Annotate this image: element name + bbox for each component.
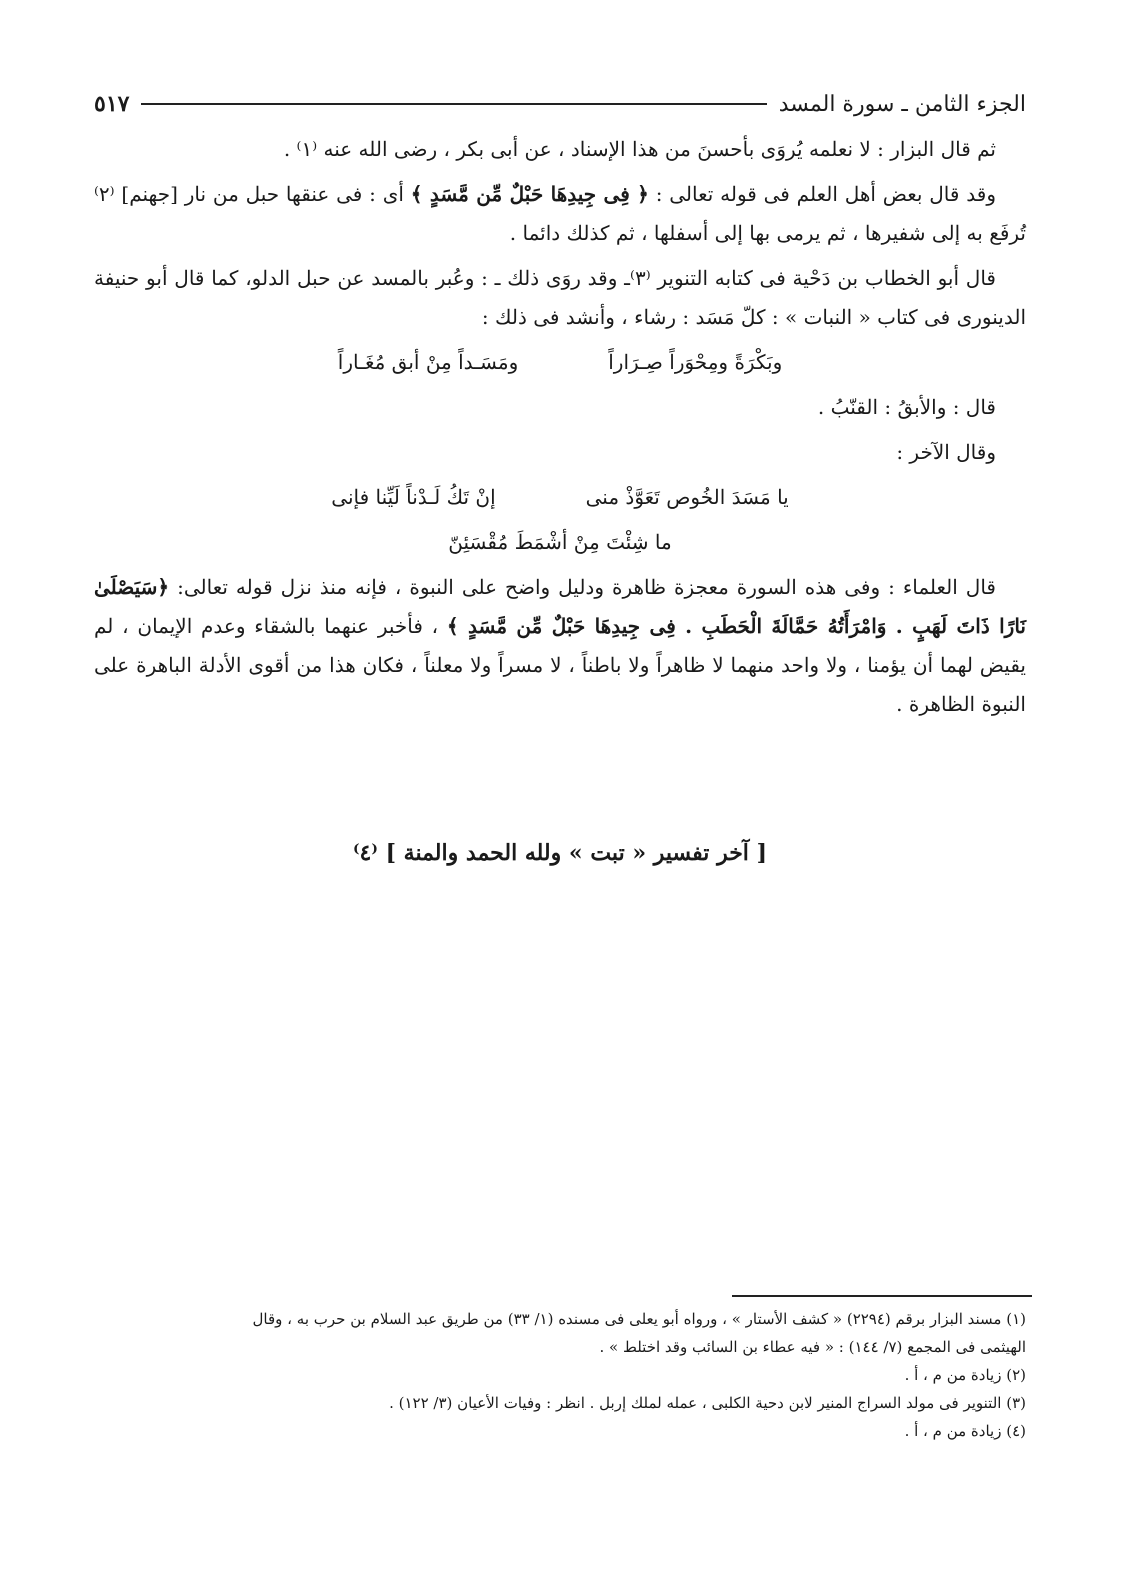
verse-2-first-hemistich: يا مَسَدَ الخُوص تَعَوَّذْ منى — [585, 485, 789, 509]
poetry-verse-3: ما شِئْتَ مِنْ أشْمَطَ مُقْسَئِنّ — [448, 530, 672, 554]
footnote-3: (٣) التنوير فى مولد السراج المنير لابن دحية الكلبى ، عمله لملك إربل . انظر : وفيات الأعيان (٣/ ١٢٢) . — [389, 1394, 1026, 1412]
paragraph-6 — [94, 568, 1026, 724]
footnotes — [94, 1305, 1026, 1445]
paragraph-5: وقال الآخر : — [896, 440, 996, 464]
footnote-1-line-2: الهيثمى فى المجمع (٧/ ١٤٤) : « فيه عطاء بن السائب وقد اختلط » . — [599, 1338, 1026, 1356]
paragraph-3: قال أبو الخطاب بن دَحْية فى كتابه التنوير ⁽٣⁾ـ وقد روَى ذلك ـ : وعُبر بالمسد عن حبل الدلو، كما قال أبو حنيفة الدينورى فى كتاب « النبات » : كلّ مَسَد : رشاء ، وأنشد فى ذلك : — [94, 266, 1026, 329]
paragraph-2-text-a: وقد قال بعض أهل العلم فى قوله تعالى : — [648, 182, 996, 206]
footnote-4: (٤) زيادة من م ، أ . — [904, 1422, 1026, 1440]
paragraph-4: قال : والأبقُ : القنّبُ . — [817, 395, 996, 419]
verse-1-first-hemistich: وبَكْرَةً ومِحْوَراً صِـرَاراً — [608, 350, 783, 374]
footnote-2: (٢) زيادة من م ، أ . — [904, 1366, 1026, 1384]
quran-verses: ﴿سَيَصْلَىٰ نَارًا ذَاتَ لَهَبٍ . وَامْرَأَتُهُ حَمَّالَةَ الْحَطَبِ . فِى جِيدِهَا حَبْلٌ مِّن مَّسَدٍ ﴾ — [94, 575, 1026, 638]
running-title: الجزء الثامن ـ سورة المسد — [778, 91, 1026, 117]
paragraph-2-text-b: أى : فى عنقها حبل من نار [جهنم] ⁽٢⁾ تُرفَع به إلى شفيرها ، ثم يرمى بها إلى أسفلها ، ثم كذلك دائما . — [94, 182, 1026, 245]
verse-2-second-hemistich: إنْ تَكُ لَـدْناً لَيِّنا فإنى — [331, 485, 496, 509]
page-number: ٥١٧ — [94, 91, 130, 117]
running-header — [94, 84, 1026, 124]
quran-verse: ﴿ فِى جِيدِهَا حَبْلٌ مِّن مَّسَدٍ ﴾ — [410, 182, 649, 206]
paragraph-2 — [94, 175, 1026, 253]
paragraph-6-text-b: ، فأخبر عنهما بالشقاء وعدم الإيمان ، لم يقيض لهما أن يؤمنا ، ولا واحد منهما لا ظاهراً ولا باطناً ، لا مسراً ولا معلناً ، فكان هذا من أقوى الأدلة الباهرة على النبوة الظاهرة . — [94, 614, 1026, 716]
poetry-verse-2 — [94, 478, 1026, 517]
paragraph-1: ثم قال البزار : لا نعلمه يُروَى بأحسنَ من هذا الإسناد ، عن أبى بكر ، رضى الله عنه ⁽١⁾ . — [283, 137, 996, 161]
poetry-verse-1 — [94, 343, 1026, 382]
footnote-1-line-1: (١) مسند البزار برقم (٢٢٩٤) « كشف الأستار » ، ورواه أبو يعلى فى مسنده (١/ ٣٣) من طريق عبد السلام بن حرب به ، وقال — [252, 1310, 1026, 1328]
footnote-rule — [732, 1295, 1032, 1297]
paragraph-6-text-a: قال العلماء : وفى هذه السورة معجزة ظاهرة ودليل واضح على النبوة ، فإنه منذ نزل قوله تعالى: — [169, 575, 996, 599]
verse-1-second-hemistich: ومَسَـداً مِنْ أبق مُغَـاراً — [337, 350, 519, 374]
closing-line: [ آخر تفسير « تبت » ولله الحمد والمنة ] ⁽٤⁾ — [352, 840, 767, 866]
main-text — [94, 130, 1026, 730]
header-rule — [141, 103, 766, 105]
